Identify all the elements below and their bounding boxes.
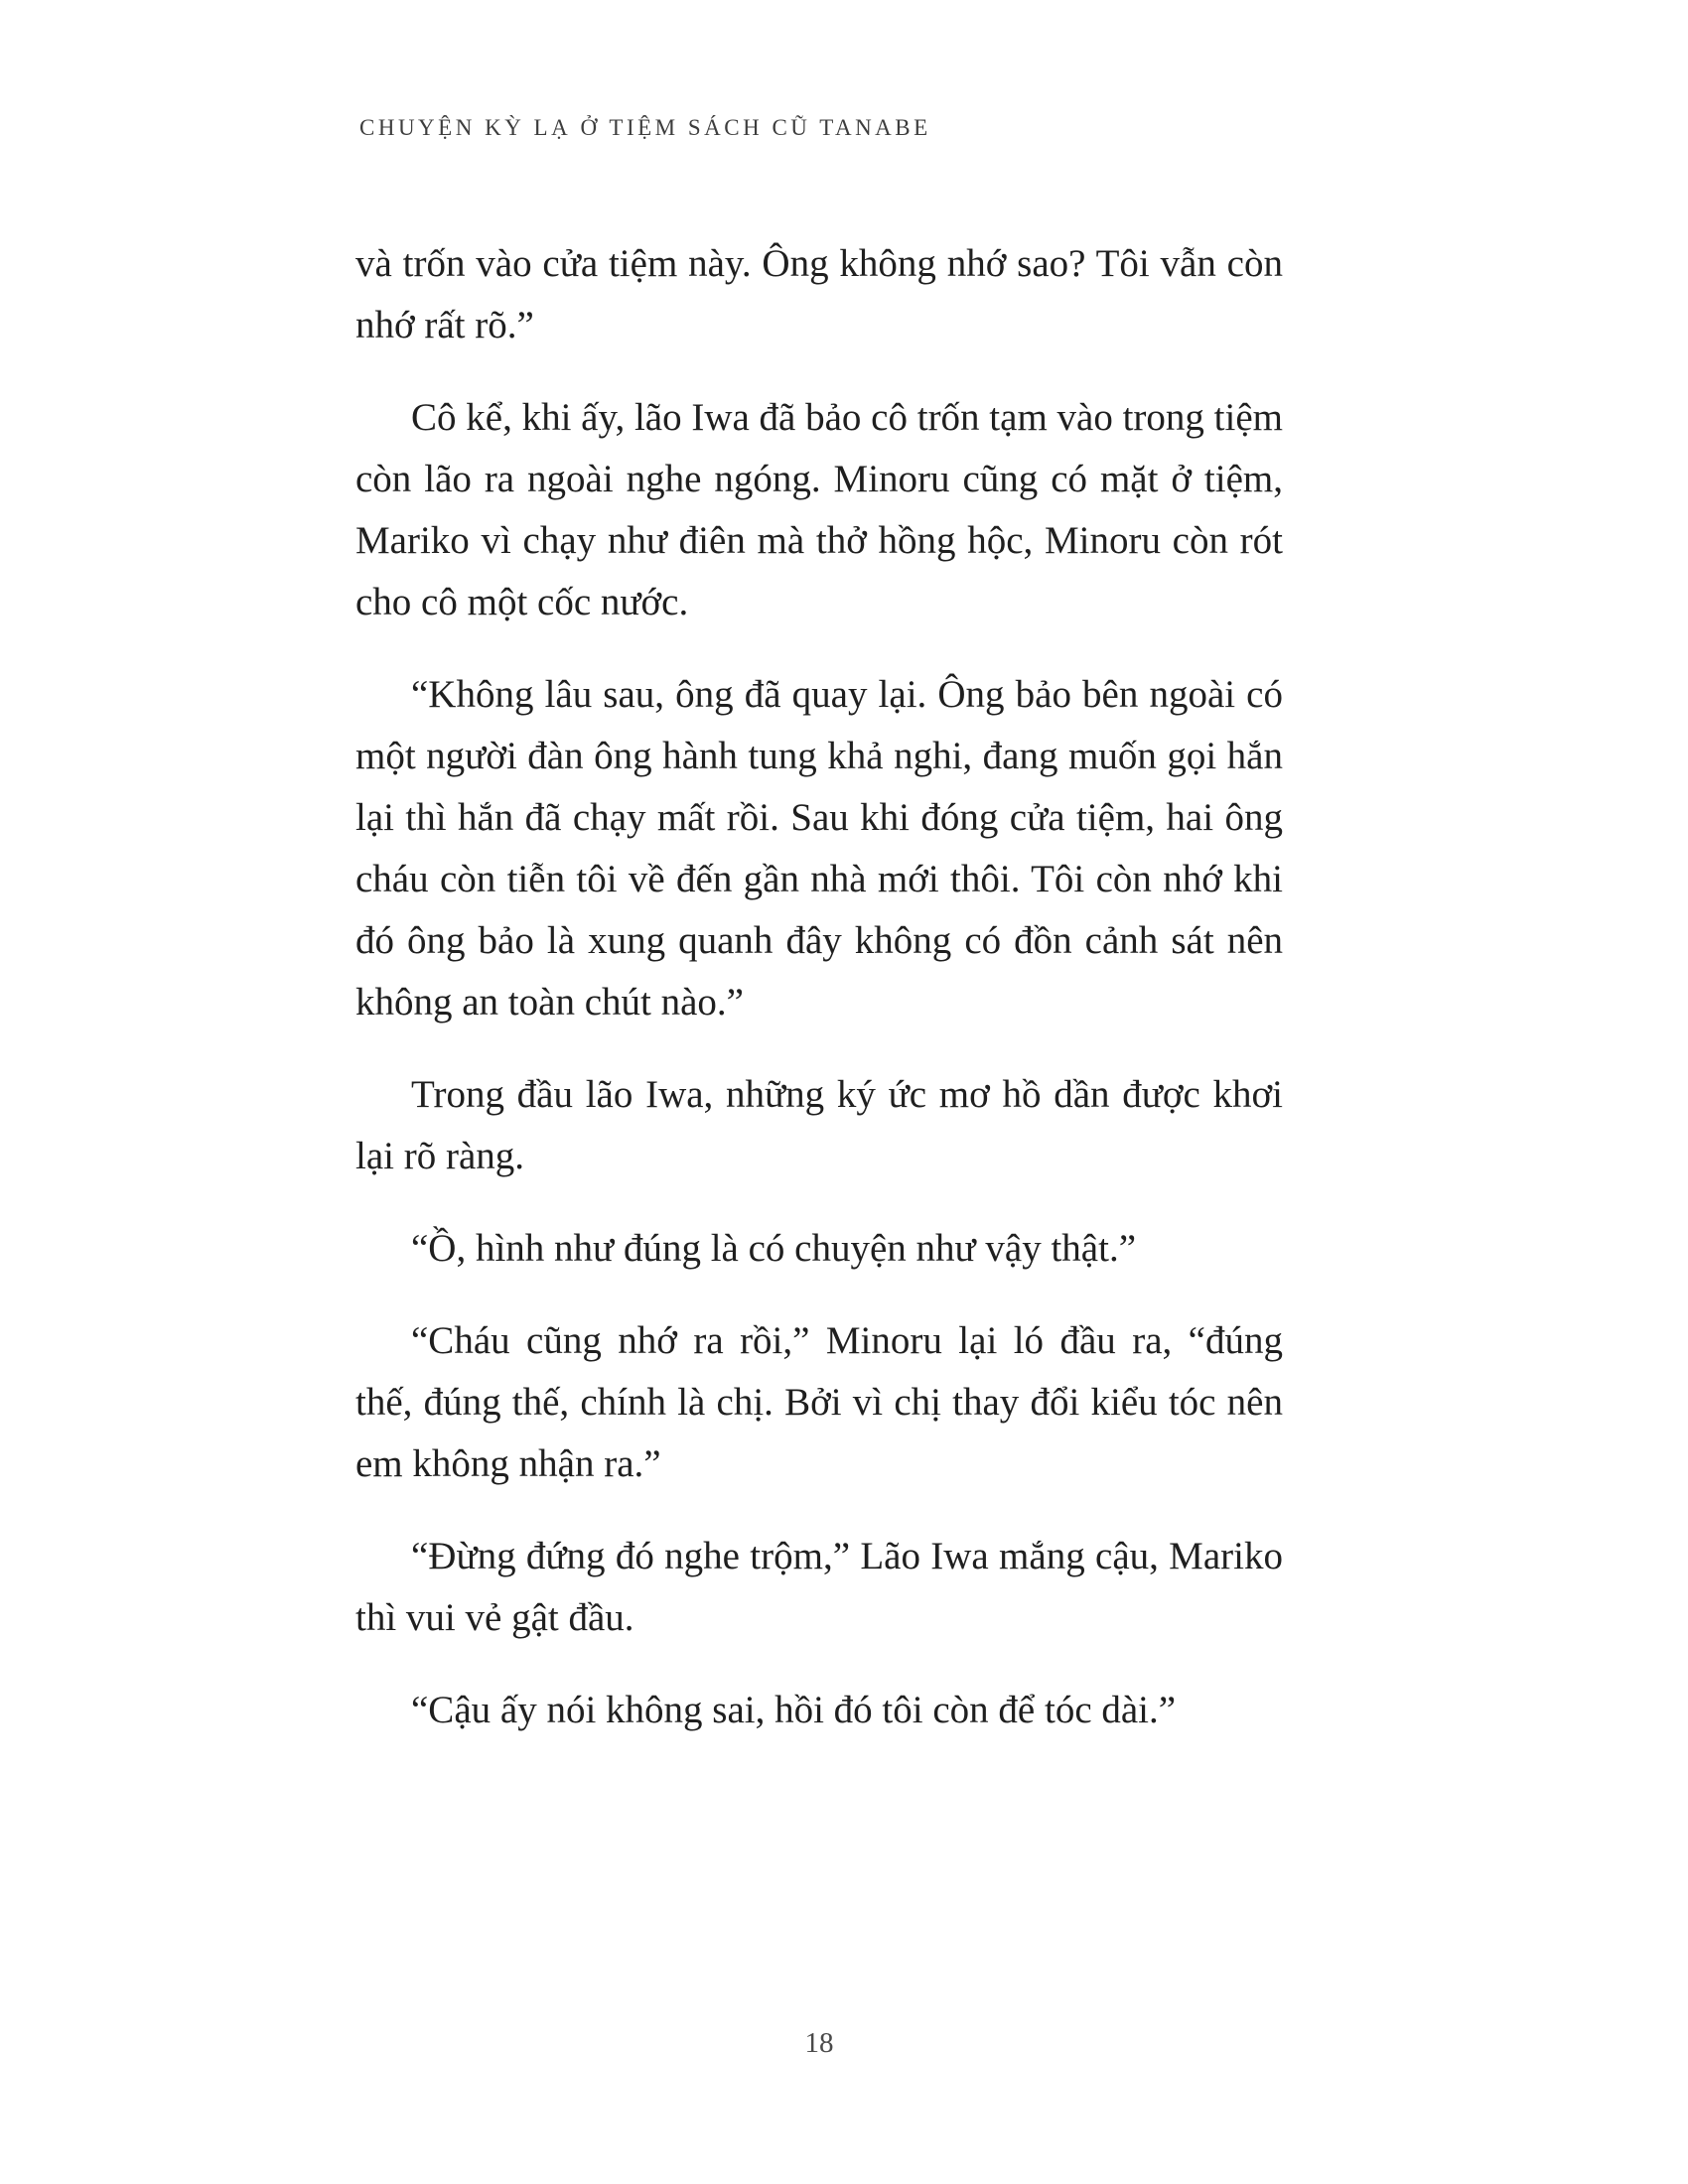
paragraph: “Đừng đứng đó nghe trộm,” Lão Iwa mắng cậu, Mariko thì vui vẻ gật đầu. bbox=[355, 1535, 1283, 1639]
page-number: 18 bbox=[804, 2027, 834, 2059]
paragraph: và trốn vào cửa tiệm này. Ông không nhớ sao? Tôi vẫn còn nhớ rất rõ.” bbox=[355, 242, 1283, 346]
running-header: CHUYỆN KỲ LẠ Ở TIỆM SÁCH CŨ TANABE bbox=[359, 115, 931, 140]
body-text bbox=[355, 233, 1283, 1741]
paragraph: Trong đầu lão Iwa, những ký ức mơ hồ dần được khơi lại rõ ràng. bbox=[355, 1073, 1283, 1177]
paragraph: “Ồ, hình như đúng là có chuyện như vậy thật.” bbox=[411, 1227, 1137, 1270]
paragraph: Cô kể, khi ấy, lão Iwa đã bảo cô trốn tạm vào trong tiệm còn lão ra ngoài nghe ngóng. Minoru cũng có mặt ở tiệm, Mariko vì chạy như điên mà thở hồng hộc, Minoru còn rót cho cô một cốc nước. bbox=[355, 396, 1283, 623]
paragraph: “Cậu ấy nói không sai, hồi đó tôi còn để tóc dài.” bbox=[411, 1689, 1177, 1731]
paragraph: “Không lâu sau, ông đã quay lại. Ông bảo bên ngoài có một người đàn ông hành tung khả nghi, đang muốn gọi hắn lại thì hắn đã chạy mất rồi. Sau khi đóng cửa tiệm, hai ông cháu còn tiễn tôi về đến gần nhà mới thôi. Tôi còn nhớ khi đó ông bảo là xung quanh đây không có đồn cảnh sát nên không an toàn chút nào.” bbox=[355, 673, 1283, 1024]
paragraph: “Cháu cũng nhớ ra rồi,” Minoru lại ló đầu ra, “đúng thế, đúng thế, chính là chị. Bởi vì chị thay đổi kiểu tóc nên em không nhận ra.” bbox=[355, 1319, 1283, 1485]
